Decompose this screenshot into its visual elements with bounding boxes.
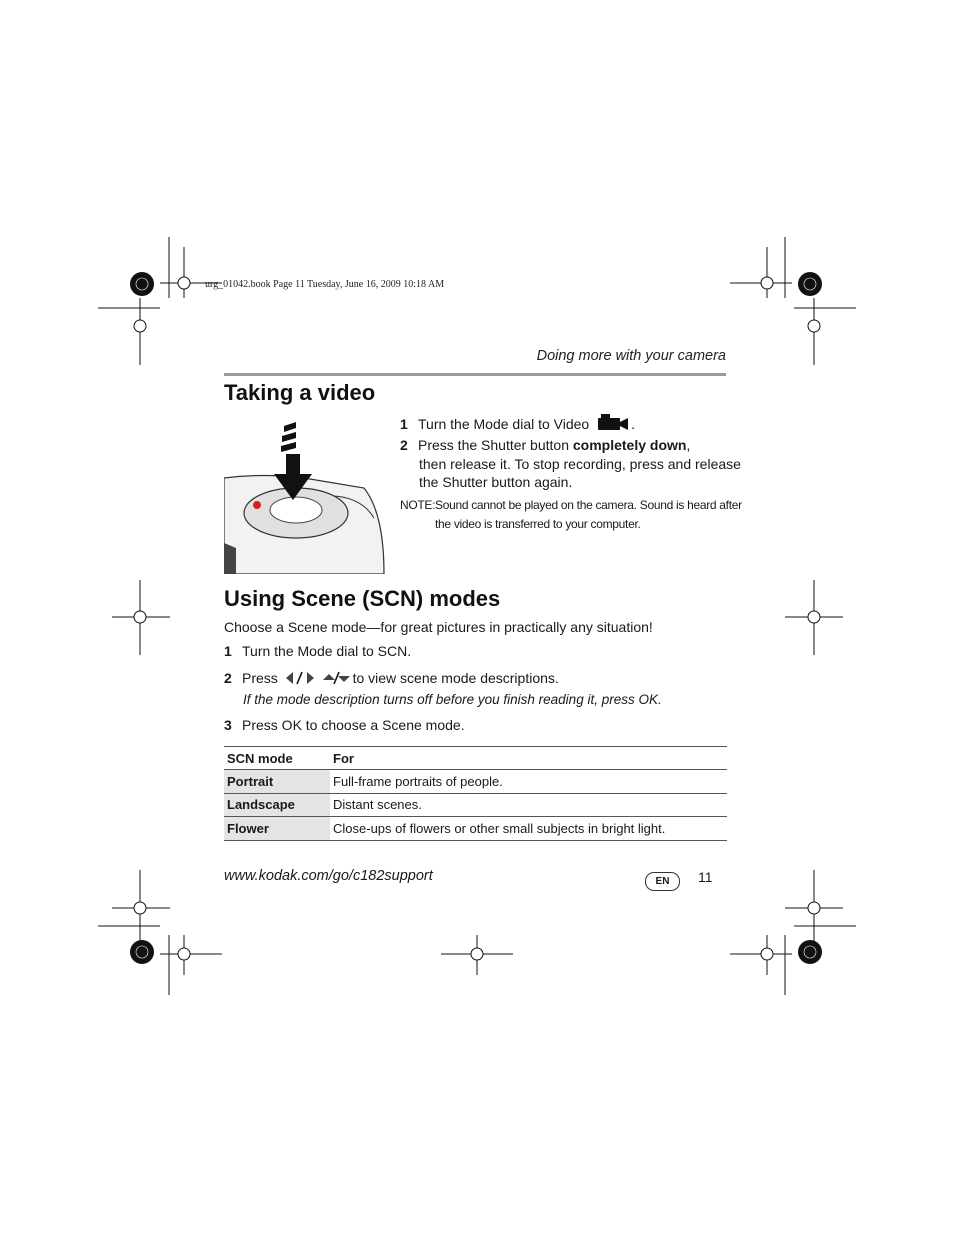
table-cell-mode: Landscape (224, 793, 330, 817)
table-row (224, 770, 727, 794)
running-head: Doing more with your camera (536, 348, 726, 364)
step-text: Press OK to choose a Scene mode. (242, 717, 465, 733)
up-down-arrow-icon (321, 670, 351, 686)
step-emphasis: completely down (572, 437, 687, 453)
section-title-video: Taking a video (224, 380, 376, 405)
table-cell-mode: Portrait (224, 770, 330, 794)
scn-intro: Choose a Scene mode—for great pictures in practically any situation! (224, 619, 653, 635)
section-title-scn: Using Scene (SCN) modes (224, 586, 501, 611)
step-number: 2 (400, 437, 408, 453)
scn-mode-table (224, 746, 727, 841)
step-number: 1 (400, 416, 408, 432)
video-step-1 (400, 413, 635, 432)
step-number: 3 (224, 717, 232, 733)
video-step-2-line-2: then release it. To stop recording, press and release (419, 456, 741, 472)
table-row (224, 817, 727, 841)
table-cell-desc: Full-frame portraits of people. (330, 770, 727, 794)
scn-step-2-tip: If the mode description turns off before you finish reading it, press OK. (243, 692, 662, 707)
table-header-row (224, 747, 727, 770)
scn-step-1 (224, 643, 411, 659)
table-row (224, 793, 727, 817)
page-number: 11 (698, 869, 713, 885)
video-camera-icon (597, 413, 631, 431)
video-step-2 (400, 437, 690, 453)
step-text: Turn the Mode dial to SCN. (242, 643, 412, 659)
note-label: NOTE: (400, 498, 436, 512)
step-number: 1 (224, 643, 232, 659)
step-text-end: , (686, 437, 691, 453)
step-text: Turn the Mode dial to Video (418, 416, 590, 432)
note-line-2: the video is transferred to your computer. (435, 517, 641, 531)
table-cell-desc: Close-ups of flowers or other small subjects in bright light. (330, 817, 727, 841)
video-step-2-line-3: the Shutter button again. (419, 474, 573, 490)
step-text: Press (242, 670, 278, 686)
scn-step-3 (224, 717, 465, 733)
shutter-button-illustration (224, 418, 386, 574)
print-slug: urg_01042.book Page 11 Tuesday, June 16, 2009 10:18 AM (205, 279, 445, 290)
support-url-link[interactable]: www.kodak.com/go/c182support (224, 868, 433, 884)
header-rule (224, 373, 726, 376)
language-badge: EN (645, 872, 680, 891)
step-end: . (631, 416, 636, 432)
note-line-1: Sound cannot be played on the camera. Sound is heard after (435, 498, 742, 512)
table-cell-mode: Flower (224, 817, 330, 841)
step-text-end: to view scene mode descriptions. (352, 670, 559, 686)
left-right-arrow-icon (285, 670, 315, 686)
table-header-for: For (330, 747, 727, 770)
table-header-mode: SCN mode (224, 747, 330, 770)
step-number: 2 (224, 670, 232, 686)
table-cell-desc: Distant scenes. (330, 793, 727, 817)
step-text: Press the Shutter button (418, 437, 573, 453)
scn-step-2 (224, 670, 559, 686)
